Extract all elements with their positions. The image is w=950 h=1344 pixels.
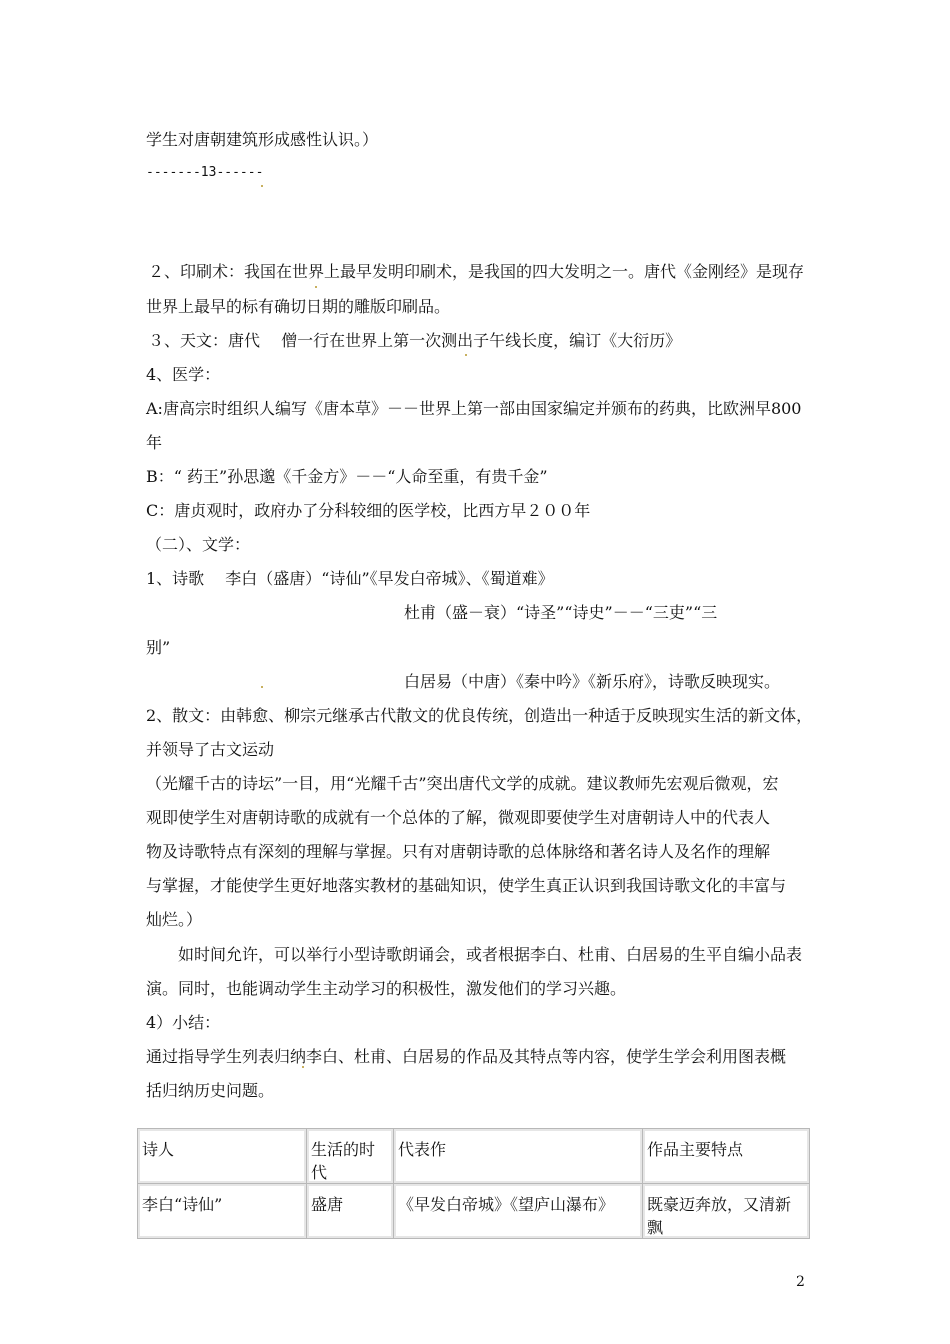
section-heading: 4、医学： [146,365,221,384]
page-number: 2 [796,1274,805,1290]
stray-mark [315,286,317,288]
text-line: 年 [146,433,163,452]
text-line: 并领导了古文运动 [146,740,275,759]
text-line: 1、诗歌 李白（盛唐）“诗仙”《早发白帝城》、《蜀道难》 [146,569,554,588]
table-row [138,1184,810,1239]
text-line: 如时间允许，可以举行小型诗歌朗诵会，或者根据李白、杜甫、白居易的生平自编小品表 [178,945,803,964]
text-line: 杜甫（盛－衰）“诗圣”“诗史”－－“三吏”“三 [404,603,718,622]
section-heading: （二）、文学： [146,535,251,554]
text-line: 通过指导学生列表归纳李白、杜甫、白居易的作品及其特点等内容，使学生学会利用图表概 [146,1047,787,1066]
text-line: 与掌握，才能使学生更好地落实教材的基础知识，使学生真正认识到我国诗歌文化的丰富与 [146,876,787,895]
text-line: B：“ 药王”孙思邈《千金方》－－“人命至重，有贵千金” [146,467,548,486]
table-header-cell: 代表作 [394,1129,643,1184]
stray-mark [465,354,467,356]
stray-mark [261,686,263,688]
text-line: ３、天文：唐代 僧一行在世界上第一次测出子午线长度，编订《大衍历》 [148,331,682,350]
table-header-cell: 诗人 [138,1129,307,1184]
table-header-cell: 作品主要特点 [643,1129,810,1184]
text-line: 物及诗歌特点有深刻的理解与掌握。只有对唐朝诗歌的总体脉络和著名诗人及名作的理解 [146,842,771,861]
text-line: 灿烂。） [146,910,203,929]
table-cell: 盛唐 [307,1184,394,1239]
stray-mark [302,1066,304,1068]
text-line: 观即使学生对唐朝诗歌的成就有一个总体的了解，微观即要使学生对唐朝诗人中的代表人 [146,808,771,827]
table-cell: 既豪迈奔放，又清新飘 [643,1184,810,1239]
text-line: 世界上最早的标有确切日期的雕版印刷品。 [146,297,451,316]
table-cell: 《早发白帝城》《望庐山瀑布》 [394,1184,643,1239]
text-line: ２、印刷术：我国在世界上最早发明印刷术，是我国的四大发明之一。唐代《金刚经》是现存 [148,262,805,281]
table-cell: 李白“诗仙” [138,1184,307,1239]
text-line: A:唐高宗时组织人编写《唐本草》－－世界上第一部由国家编定并颁布的药典，比欧洲早800 [146,399,802,418]
text-line: （光耀千古的诗坛”一目，用“光耀千古”突出唐代文学的成就。建议教师先宏观后微观，宏 [146,774,779,793]
page-separator: -------13------ [146,165,264,180]
text-line: 学生对唐朝建筑形成感性认识。） [146,130,379,149]
table-header-row [138,1129,810,1184]
poets-table [137,1128,810,1239]
text-line: 别” [146,638,171,657]
section-heading: 4）小结： [146,1013,221,1032]
table-header-cell: 生活的时代 [307,1129,394,1184]
text-line: C：唐贞观时，政府办了分科较细的医学校，比西方早２００年 [146,501,591,520]
text-line: 2、散文：由韩愈、柳宗元继承古代散文的优良传统，创造出一种适于反映现实生活的新文体， [146,706,813,725]
text-line: 括归纳历史问题。 [146,1081,275,1100]
text-line: 演。同时，也能调动学生主动学习的积极性，激发他们的学习兴趣。 [146,979,627,998]
text-line: 白居易（中唐）《秦中吟》《新乐府》，诗歌反映现实。 [404,672,781,691]
stray-mark [261,185,263,187]
